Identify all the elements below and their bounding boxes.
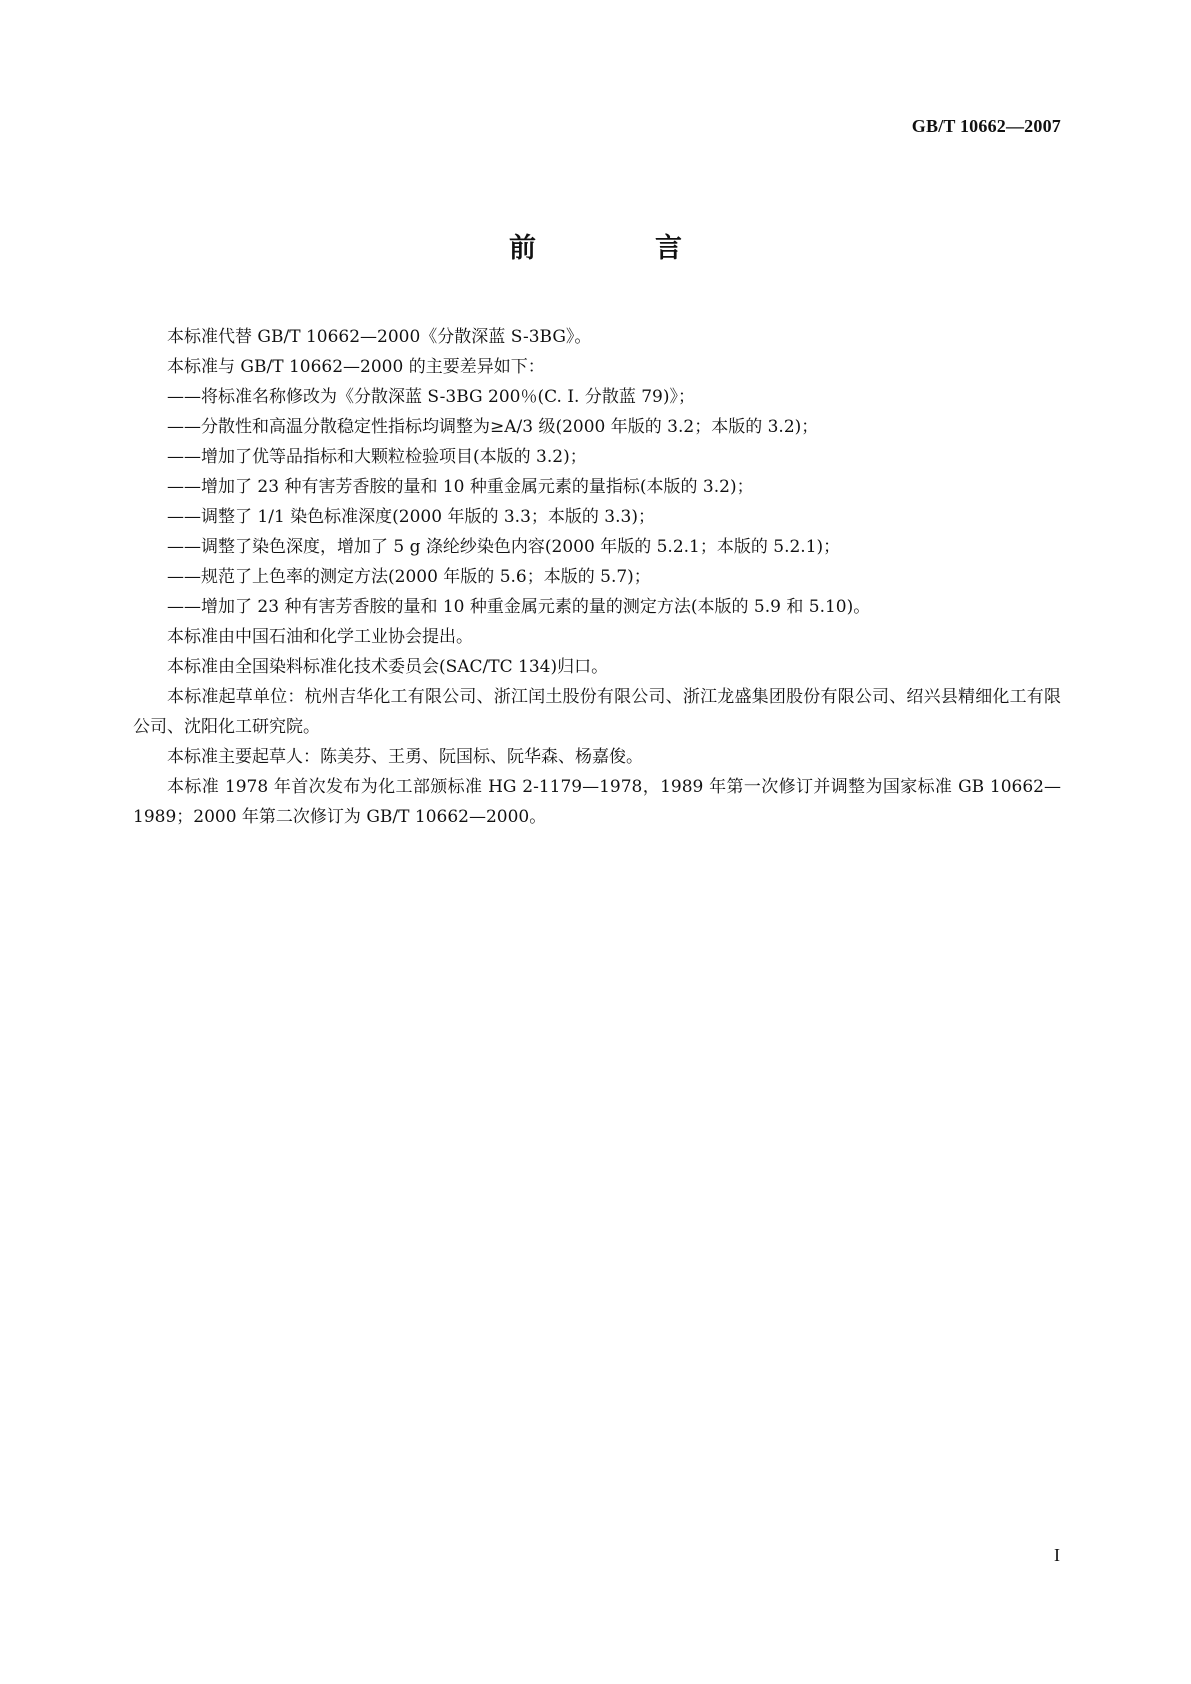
list-item: ——分散性和高温分散稳定性指标均调整为≥A/3 级(2000 年版的 3.2；本版的 3.2)； bbox=[167, 417, 819, 437]
history-paragraph: 本标准 1978 年首次发布为化工部颁标准 HG 2-1179—1978，1989 年第一次修订并调整为国家标准 GB 10662—1989；2000 年第二次修订为 GB/T 10662—2000。 bbox=[133, 777, 1061, 827]
drafters-paragraph: 本标准主要起草人：陈美芬、王勇、阮国标、阮华森、杨嘉俊。 bbox=[167, 747, 643, 767]
body-paragraph: 本标准由全国染料标准化技术委员会(SAC/TC 134)归口。 bbox=[167, 657, 609, 677]
page-title: 前 言 bbox=[509, 233, 728, 264]
list-item: ——调整了染色深度，增加了 5 g 涤纶纱染色内容(2000 年版的 5.2.1；本版的 5.2.1)； bbox=[167, 537, 841, 557]
list-item: ——增加了优等品指标和大颗粒检验项目(本版的 3.2)； bbox=[167, 447, 587, 467]
body-paragraph: 本标准由中国石油和化学工业协会提出。 bbox=[167, 627, 473, 647]
list-item: ——规范了上色率的测定方法(2000 年版的 5.6；本版的 5.7)； bbox=[167, 567, 651, 587]
body-paragraph: 本标准与 GB/T 10662—2000 的主要差异如下： bbox=[167, 357, 545, 377]
document-body bbox=[133, 322, 1061, 832]
list-item: ——增加了 23 种有害芳香胺的量和 10 种重金属元素的量指标(本版的 3.2)； bbox=[167, 477, 754, 497]
list-item: ——增加了 23 种有害芳香胺的量和 10 种重金属元素的量的测定方法(本版的 5.9 和 5.10)。 bbox=[167, 597, 871, 617]
standard-number: GB/T 10662—2007 bbox=[911, 116, 1061, 136]
list-item: ——调整了 1/1 染色标准深度(2000 年版的 3.3；本版的 3.3)； bbox=[167, 507, 655, 527]
list-item: ——将标准名称修改为《分散深蓝 S-3BG 200％(C. I. 分散蓝 79)》； bbox=[167, 387, 696, 407]
body-paragraph: 本标准代替 GB/T 10662—2000《分散深蓝 S-3BG》。 bbox=[167, 327, 592, 347]
page-number: I bbox=[1054, 1545, 1060, 1565]
differences-list bbox=[133, 382, 1061, 622]
drafting-units-paragraph: 本标准起草单位：杭州吉华化工有限公司、浙江闰土股份有限公司、浙江龙盛集团股份有限公司、绍兴县精细化工有限公司、沈阳化工研究院。 bbox=[133, 687, 1061, 737]
